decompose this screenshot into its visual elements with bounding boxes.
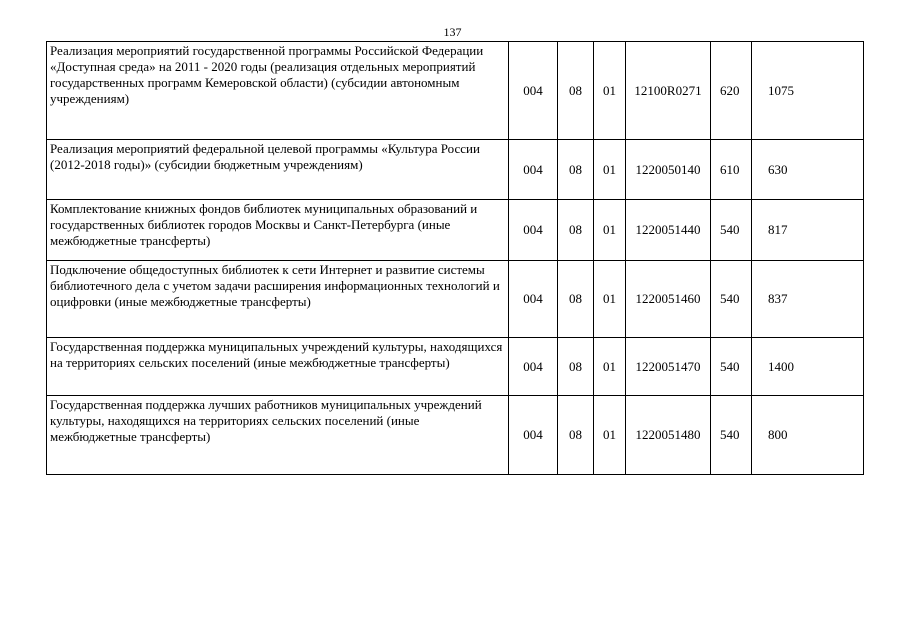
program-name-cell: Государственная поддержка муниципальных учреждений культуры, находящихся на территориях сельских поселений (иные межбюджетные трансферты) [47, 338, 509, 396]
section-code-cell: 08 [558, 338, 594, 396]
page-number: 137 [443, 25, 462, 39]
target-article-cell: 1220051480 [626, 396, 711, 475]
section-code-cell: 08 [558, 261, 594, 338]
subsection-code-cell: 01 [594, 140, 626, 200]
ministry-code-cell: 004 [509, 261, 558, 338]
subsection-code-cell: 01 [594, 338, 626, 396]
ministry-code-cell: 004 [509, 200, 558, 261]
ministry-code-cell: 004 [509, 140, 558, 200]
program-name-cell: Государственная поддержка лучших работников муниципальных учреждений культуры, находящихся на территориях сельских поселений (иные межбюджетные трансферты) [47, 396, 509, 475]
budget-table [46, 41, 864, 475]
amount-cell: 800 [752, 396, 864, 475]
target-article-cell: 1220050140 [626, 140, 711, 200]
section-code-cell: 08 [558, 42, 594, 140]
expense-type-cell: 540 [711, 338, 752, 396]
subsection-code-cell: 01 [594, 396, 626, 475]
expense-type-cell: 540 [711, 261, 752, 338]
amount-cell: 837 [752, 261, 864, 338]
ministry-code-cell: 004 [509, 396, 558, 475]
table-row [47, 200, 864, 261]
expense-type-cell: 620 [711, 42, 752, 140]
table-row [47, 140, 864, 200]
program-name-cell: Реализация мероприятий федеральной целевой программы «Культура России (2012-2018 годы)» (субсидии бюджетным учреждениям) [47, 140, 509, 200]
amount-cell: 1075 [752, 42, 864, 140]
expense-type-cell: 540 [711, 200, 752, 261]
amount-cell: 1400 [752, 338, 864, 396]
subsection-code-cell: 01 [594, 200, 626, 261]
target-article-cell: 12100R0271 [626, 42, 711, 140]
program-name-cell: Подключение общедоступных библиотек к сети Интернет и развитие системы библиотечного дела с учетом задачи расширения информационных технологий и оцифровки (иные межбюджетные трансферты) [47, 261, 509, 338]
ministry-code-cell: 004 [509, 338, 558, 396]
target-article-cell: 1220051470 [626, 338, 711, 396]
program-name-cell: Комплектование книжных фондов библиотек муниципальных образований и государственных библиотек городов Москвы и Санкт-Петербурга (иные межбюджетные трансферты) [47, 200, 509, 261]
target-article-cell: 1220051440 [626, 200, 711, 261]
table-row [47, 338, 864, 396]
section-code-cell: 08 [558, 396, 594, 475]
section-code-cell: 08 [558, 200, 594, 261]
table-row [47, 261, 864, 338]
table-row [47, 42, 864, 140]
section-code-cell: 08 [558, 140, 594, 200]
subsection-code-cell: 01 [594, 261, 626, 338]
expense-type-cell: 540 [711, 396, 752, 475]
amount-cell: 630 [752, 140, 864, 200]
table-row [47, 396, 864, 475]
target-article-cell: 1220051460 [626, 261, 711, 338]
amount-cell: 817 [752, 200, 864, 261]
expense-type-cell: 610 [711, 140, 752, 200]
ministry-code-cell: 004 [509, 42, 558, 140]
program-name-cell: Реализация мероприятий государственной программы Российской Федерации «Доступная среда» на 2011 - 2020 годы (реализация отдельных мероприятий государственных программ Кемеровской области) (субсидии автономным учреждениям) [47, 42, 509, 140]
subsection-code-cell: 01 [594, 42, 626, 140]
